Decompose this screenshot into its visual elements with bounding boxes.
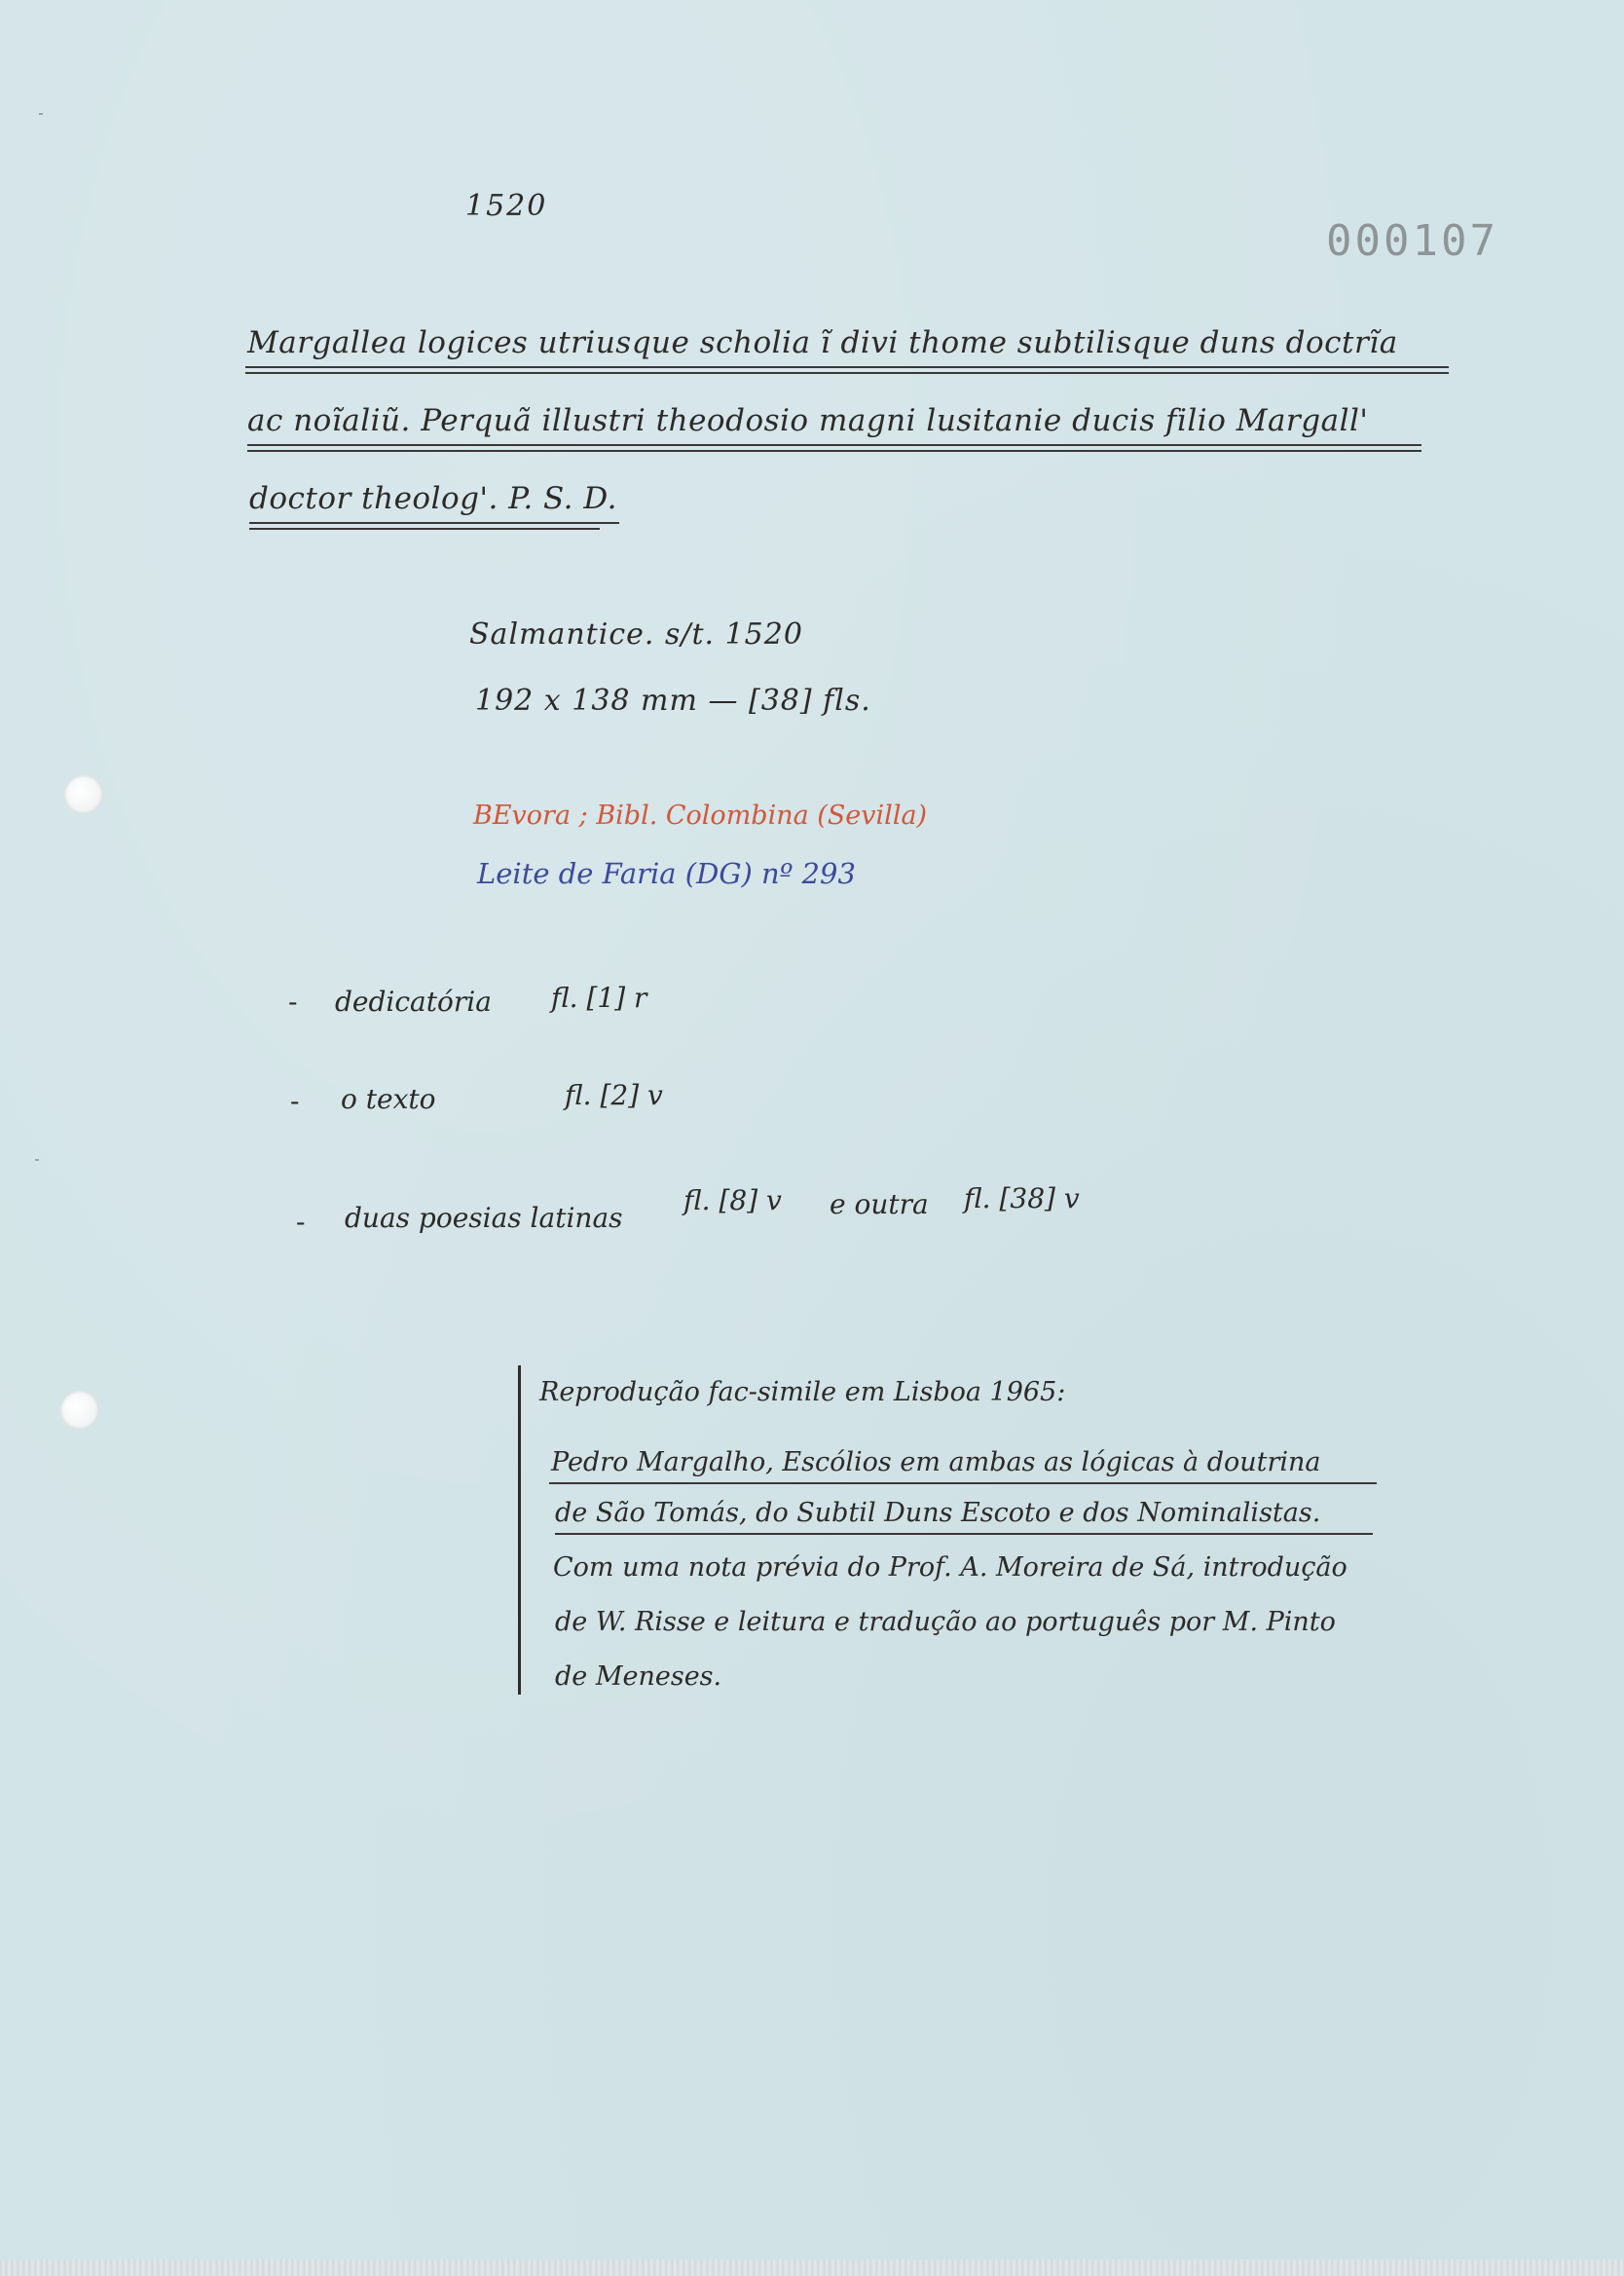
reproduction-title-2: de São Tomás, do Subtil Duns Escoto e dos Nominalistas. [555,1498,1321,1528]
list-dash: - [296,1206,306,1238]
bibliographic-reference: Leite de Faria (DG) nº 293 [477,857,856,890]
note-margin-bar [518,1365,521,1695]
title-line-1: Margallea logices utriusque scholia ĩ divi thome subtilisque duns doctrĩa [247,325,1398,360]
content-folio: fl. [1] r [551,982,647,1014]
punch-hole-upper [64,775,103,814]
reproduction-underline [549,1482,1377,1484]
punch-hole-lower [60,1391,99,1430]
paper-speck [39,113,43,115]
title-underline [249,528,600,530]
content-folio: fl. [8] v [683,1184,782,1216]
content-folio: fl. [2] v [565,1079,663,1111]
card-year: 1520 [465,189,548,223]
title-underline [247,450,1421,452]
list-dash: - [288,986,298,1018]
reproduction-title-1: Pedro Margalho, Escólios em ambas as lógicas à doutrina [551,1447,1321,1477]
content-folio: fl. [38] v [964,1182,1080,1214]
paper-speck [35,1159,39,1161]
content-label: o texto [341,1083,436,1115]
content-label: duas poesias latinas [345,1202,623,1234]
title-underline [247,444,1421,446]
list-dash: - [290,1085,300,1117]
reproduction-underline [555,1533,1373,1535]
title-underline [245,372,1449,374]
title-underline [245,366,1449,368]
content-conjunction: e outra [830,1188,929,1220]
reproduction-intro: Reprodução fac-simile em Lisboa 1965: [539,1377,1066,1407]
reproduction-note-3: de Meneses. [555,1661,722,1692]
title-line-3: doctor theolog'. P. S. D. [249,481,617,516]
title-line-2: ac noĩaliũ. Perquã illustri theodosio magni lusitanie ducis filio Margall' [247,403,1369,438]
imprint-format: 192 x 138 mm — [38] fls. [475,684,871,718]
scan-edge [0,2259,1624,2276]
reproduction-note-2: de W. Risse e leitura e tradução ao português por M. Pinto [555,1607,1336,1637]
title-underline [249,522,619,524]
content-label: dedicatória [335,986,492,1018]
reproduction-note-1: Com uma nota prévia do Prof. A. Moreira de Sá, introdução [553,1552,1347,1583]
imprint-place-date: Salmantice. s/t. 1520 [469,617,803,652]
inventory-stamp: 000107 [1326,216,1498,266]
holding-libraries: BEvora ; Bibl. Colombina (Sevilla) [473,801,928,831]
